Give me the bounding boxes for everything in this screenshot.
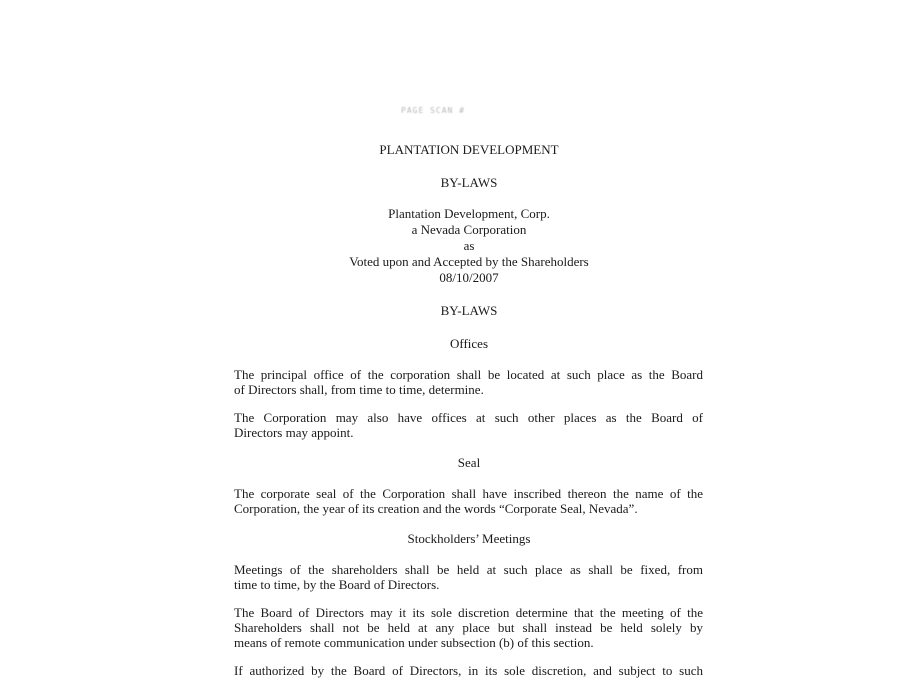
text-line: Meetings of the shareholders shall be held at such place as shall be fixed, from xyxy=(234,562,703,577)
seal-paragraph-1 xyxy=(234,486,703,516)
offices-paragraph-2 xyxy=(234,410,703,440)
section-heading-seal: Seal xyxy=(457,455,481,470)
offices-paragraph-1 xyxy=(234,367,703,397)
meetings-paragraph-1 xyxy=(234,562,703,592)
company-state: a Nevada Corporation xyxy=(411,222,527,237)
text-line: Directors may appoint. xyxy=(234,425,354,440)
text-line: of Directors shall, from time to time, determine. xyxy=(234,382,484,397)
document-title: PLANTATION DEVELOPMENT xyxy=(379,142,559,157)
company-date: 08/10/2007 xyxy=(439,270,499,285)
scan-stamp: PAGE SCAN # xyxy=(401,106,465,115)
text-line: time to time, by the Board of Directors. xyxy=(234,577,440,592)
text-line: The corporate seal of the Corporation shall have inscribed thereon the name of the xyxy=(234,486,703,501)
text-line: The principal office of the corporation shall be located at such place as the Board xyxy=(234,367,703,382)
section-heading-meetings: Stockholders’ Meetings xyxy=(407,531,531,546)
bylaws-heading-2: BY-LAWS xyxy=(440,303,498,318)
section-heading-offices: Offices xyxy=(449,336,489,351)
company-name: Plantation Development, Corp. xyxy=(388,206,550,221)
text-line: Corporation, the year of its creation and the words “Corporate Seal, Nevada”. xyxy=(234,501,638,516)
meetings-paragraph-3 xyxy=(234,663,703,678)
text-line: means of remote communication under subsection (b) of this section. xyxy=(234,635,594,650)
bylaws-heading: BY-LAWS xyxy=(440,175,498,190)
text-line: If authorized by the Board of Directors, in its sole discretion, and subject to such xyxy=(234,663,703,678)
company-as: as xyxy=(463,238,475,253)
company-voted: Voted upon and Accepted by the Shareholders xyxy=(349,254,589,269)
meetings-paragraph-2 xyxy=(234,605,703,650)
text-line: The Board of Directors may it its sole discretion determine that the meeting of the xyxy=(234,605,703,620)
text-line: Shareholders shall not be held at any place but shall instead be held solely by xyxy=(234,620,703,635)
text-line: The Corporation may also have offices at such other places as the Board of xyxy=(234,410,703,425)
